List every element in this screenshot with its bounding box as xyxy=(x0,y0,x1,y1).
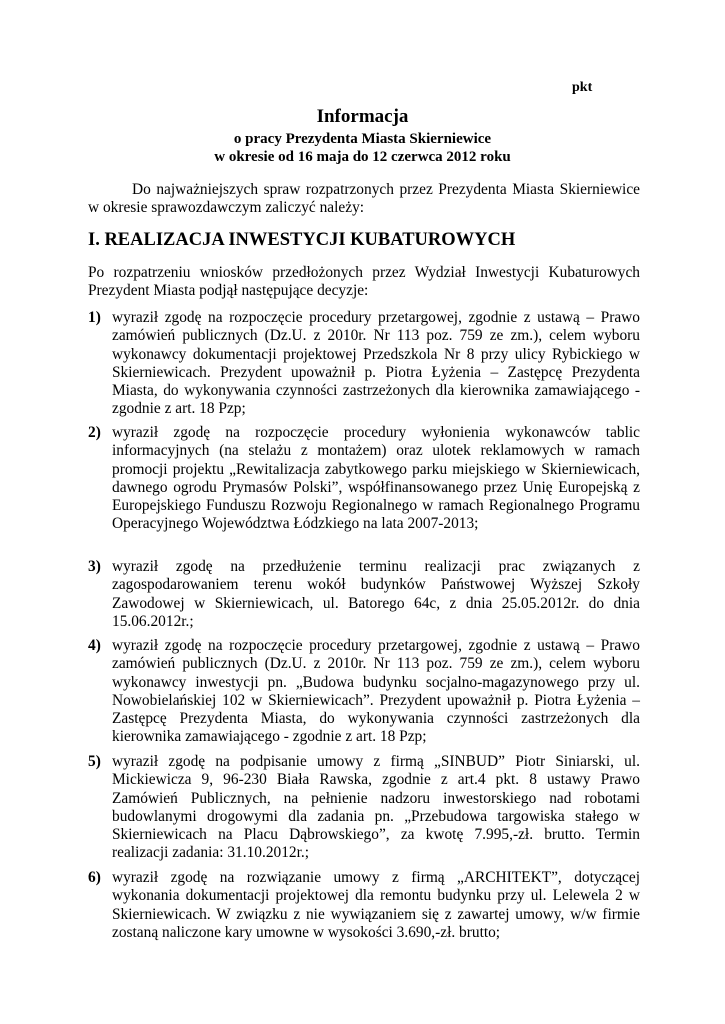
document-subtitle-1: o pracy Prezydenta Miasta Skierniewice xyxy=(233,131,492,147)
decision-item-5 xyxy=(88,753,640,863)
item-text: wyraził zgodę na przedłużenie terminu realizacji prac związanych z zagospodarowaniem terenu wokół budynków Państwowej Wyższej Szkoły Zawodowej w Skierniewicach, ul. Batorego 64c, z dnia 25.05.2012r. do dnia 15.06.2012r.; xyxy=(112,558,640,630)
intro-paragraph xyxy=(88,181,640,218)
item-text: wyraził zgodę na rozwiązanie umowy z firmą „ARCHITEKT”, dotyczącej wykonania dokumentacji projektowej dla remontu budynku przy ul. Lelewela 2 w Skierniewicach. W związku z nie wywiązaniem się z zawartej umowy, w/w firmie zostaną naliczone kary umowne w wysokości 3.690,-zł. brutto; xyxy=(112,869,640,941)
item-text: wyraził zgodę na rozpoczęcie procedury wyłonienia wykonawców tablic informacyjnych (na stelażu z montażem) oraz ulotek reklamowych w ramach promocji projektu „Rewitalizacja zabytkowego parku miejskiego w Skierniewicach, dawnego ogrodu Prymasów Polski”, współfinansowanego przez Unię Europejską z Europejskiego Funduszu Rozwoju Regionalnego w ramach Regionalnego Programu Operacyjnego Województwa Łódzkiego na lata 2007-2013; xyxy=(112,424,640,533)
decision-item-2 xyxy=(88,424,640,534)
decision-item-3 xyxy=(88,558,640,631)
pkt-label: pkt xyxy=(572,80,593,95)
item-number: 3) xyxy=(88,558,101,575)
intro-text: Do najważniejszych spraw rozpatrzonych przez Prezydenta Miasta Skierniewice w okresie sprawozdawczym zaliczyć należy: xyxy=(88,181,640,217)
item-text: wyraził zgodę na rozpoczęcie procedury przetargowej, zgodnie z ustawą – Prawo zamówień publicznych (Dz.U. z 2010r. Nr 113 poz. 759 ze zm.), celem wyboru wykonawcy dokumentacji projektowej Przedszkola Nr 8 przy ulicy Rybickiego w Skierniewicach. Prezydent upoważnił p. Piotra Łyżenia – Zastępcę Prezydenta Miasta, do wykonywania czynności zastrzeżonych dla kierownika zamawiającego - zgodnie z art. 18 Pzp; xyxy=(112,309,640,418)
document-title: Informacja xyxy=(316,106,409,127)
item-number: 2) xyxy=(88,424,101,441)
document-subtitle-2: w okresie od 16 maja do 12 czerwca 2012 roku xyxy=(214,149,511,165)
item-number: 5) xyxy=(88,753,101,770)
decision-item-1 xyxy=(88,309,640,419)
section-lead: Po rozpatrzeniu wniosków przedłożonych przez Wydział Inwestycji Kubaturowych Prezydent Miasta podjął następujące decyzje: xyxy=(88,264,640,300)
item-text: wyraził zgodę na rozpoczęcie procedury przetargowej, zgodnie z ustawą – Prawo zamówień publicznych (Dz.U. z 2010r. Nr 113 poz. 759 ze zm.), celem wyboru wykonawcy inwestycji pn. „Budowa budynku socjalno-magazynowego przy ul. Nowobielańskiej 102 w Skierniewicach”. Prezydent upoważnił p. Piotra Łyżenia – Zastępcę Prezydenta Miasta, do wykonywania czynności zastrzeżonych dla kierownika zamawiającego - zgodnie z art. 18 Pzp; xyxy=(112,637,640,746)
item-number: 6) xyxy=(88,869,101,886)
decision-item-6 xyxy=(88,869,640,942)
decision-item-4 xyxy=(88,637,640,747)
section-heading: I. REALIZACJA INWESTYCJI KUBATUROWYCH xyxy=(88,230,516,250)
item-number: 1) xyxy=(88,309,101,326)
item-text: wyraził zgodę na podpisanie umowy z firmą „SINBUD” Piotr Siniarski, ul. Mickiewicza 9, 96-230 Biała Rawska, zgodnie z art.4 pkt. 8 ustawy Prawo Zamówień Publicznych, na pełnienie nadzoru inwestorskiego nad robotami budowlanymi drogowymi dla zadania pn. „Przebudowa targowiska stałego w Skierniewicach na Placu Dąbrowskiego”, za kwotę 7.995,-zł. brutto. Termin realizacji zadania: 31.10.2012r.; xyxy=(112,753,640,862)
item-number: 4) xyxy=(88,637,101,654)
